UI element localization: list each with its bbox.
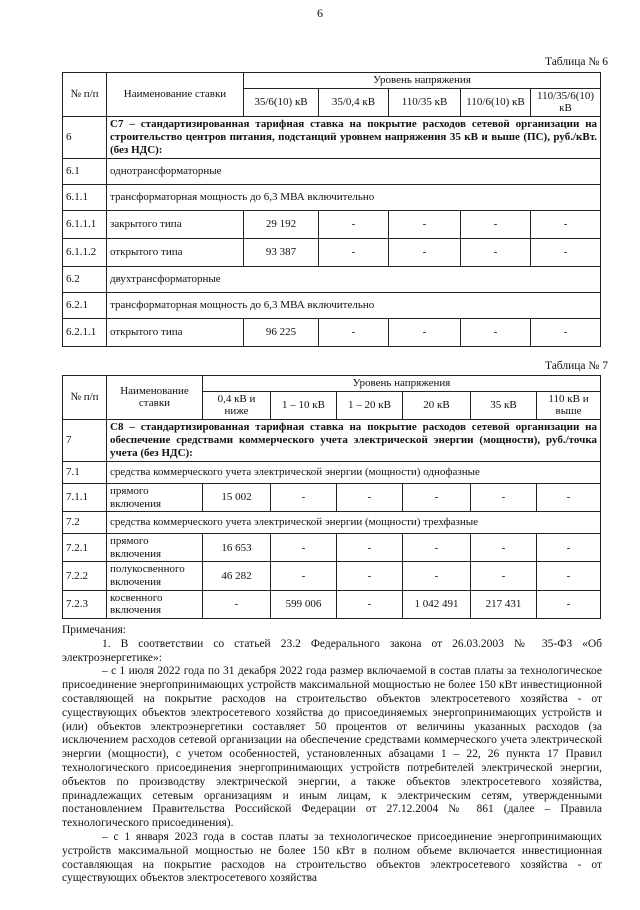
t7-head-level: Уровень напряжения [203, 376, 601, 392]
table-row-label: открытого типа [107, 238, 244, 266]
table-cell: - [537, 483, 601, 511]
t7-col-1: 0,4 кВ и ниже [203, 391, 271, 419]
t6-head-level: Уровень напряжения [244, 73, 601, 89]
table-row-num: 7.1.1 [63, 483, 107, 511]
t7-col-5: 35 кВ [471, 391, 537, 419]
table-cell: 217 431 [471, 590, 537, 618]
table-row-label: прямого включения [107, 534, 203, 562]
notes-paragraph-2: – с 1 июля 2022 года по 31 декабря 2022 года размер включаемой в состав платы за технологическое присоединение энергопринимающих устройств максимальной мощностью не более 150 кВт инвестиционной составляющей на покрытие расходов на строительство объектов электросетевого хозяйства - от существующих объектов электросетевого хозяйства до присоединяемых энергопринимающих устройств и (или) объектов электроэнергетики составляет 50 процентов от величины указанных расходов (за исключением расходов сетевой организации на обеспечение средствами коммерческого учета электрической энергии (мощности), с учетом особенностей, установленных абзацами 1 – 22, 26 пункта 17 Правил технологического присоединения энергопринимающих устройств потребителей электрической энергии, объектов по производству электрической энергии, а также объектов электросетевого хозяйства, принадлежащих сетевым организациям и иным лицам, к электрическим сетям, утвержденными постановлением Правительства Российской Федерации от 27.12.2004 № 861 (далее – Правила технологического присоединения). [62, 665, 602, 830]
table-cell: - [403, 483, 471, 511]
table-cell: - [471, 483, 537, 511]
table6-caption: Таблица № 6 [544, 56, 608, 68]
table-row-label: средства коммерческого учета электрической энергии (мощности) трехфазные [107, 512, 601, 534]
table-cell: 1 042 491 [403, 590, 471, 618]
t6-col-5: 110/35/6(10) кВ [531, 88, 601, 116]
t6-col-3: 110/35 кВ [389, 88, 461, 116]
table-row-label: средства коммерческого учета электрической энергии (мощности) однофазные [107, 461, 601, 483]
table-cell: - [203, 590, 271, 618]
table-cell: - [337, 590, 403, 618]
t6-head-name: Наименование ставки [107, 73, 244, 117]
table-cell: - [461, 318, 531, 346]
table-cell: - [319, 318, 389, 346]
table-row-num: 7.2.2 [63, 562, 107, 590]
table-row-num: 7.2 [63, 512, 107, 534]
table-row-num: 6.1 [63, 158, 107, 184]
table-row-num: 7.1 [63, 461, 107, 483]
table-cell: - [389, 210, 461, 238]
table-row-num: 7.2.1 [63, 534, 107, 562]
table-cell: - [531, 210, 601, 238]
table-cell: - [337, 483, 403, 511]
table-row-label: открытого типа [107, 318, 244, 346]
t6-section-text: С7 – стандартизированная тарифная ставка на покрытие расходов сетевой организации на строительство центров питания, подстанций уровнем напряжения 35 кВ и выше (ПС), руб./кВт. (без НДС): [107, 116, 601, 158]
table-row-num: 7.2.3 [63, 590, 107, 618]
table-cell: - [271, 534, 337, 562]
table-cell: - [389, 318, 461, 346]
table-row-label: закрытого типа [107, 210, 244, 238]
table-cell: - [531, 318, 601, 346]
table-cell: - [337, 562, 403, 590]
table-cell: - [319, 210, 389, 238]
notes-paragraph-3: – с 1 января 2023 года в состав платы за технологическое присоединение энергопринимающих устройств максимальной мощностью не более 150 кВт в полном объеме включается инвестиционная составляющая на покрытие расходов на строительство объектов электросетевого хозяйства - от существующих объектов электросетевого хозяйства [62, 830, 602, 885]
t6-col-1: 35/6(10) кВ [244, 88, 319, 116]
table-cell: - [471, 534, 537, 562]
notes-title: Примечания: [62, 624, 126, 636]
table-row-label: трансформаторная мощность до 6,3 МВА включительно [107, 184, 601, 210]
table-cell: - [537, 534, 601, 562]
table-cell: 46 282 [203, 562, 271, 590]
t7-head-name: Наименование ставки [107, 376, 203, 420]
table7 [62, 375, 601, 619]
t6-col-4: 110/6(10) кВ [461, 88, 531, 116]
table-row-num: 6.2.1.1 [63, 318, 107, 346]
table-cell: - [389, 238, 461, 266]
table-cell: - [337, 534, 403, 562]
table-cell: - [537, 590, 601, 618]
table6 [62, 72, 601, 347]
t7-col-6: 110 кВ и выше [537, 391, 601, 419]
table7-caption: Таблица № 7 [544, 360, 608, 372]
table-cell: - [319, 238, 389, 266]
t7-section-text: С8 – стандартизированная тарифная ставка на покрытие расходов сетевой организации на обеспечение средствами коммерческого учета электрической энергии (мощности), руб./точка учета (без НДС): [107, 419, 601, 461]
t7-col-3: 1 – 20 кВ [337, 391, 403, 419]
table-cell: - [271, 483, 337, 511]
table-cell: - [537, 562, 601, 590]
table-row-num: 6.2.1 [63, 292, 107, 318]
table-cell: - [403, 562, 471, 590]
t7-section-num: 7 [63, 419, 107, 461]
table-row-label: косвенного включения [107, 590, 203, 618]
table-cell: - [271, 562, 337, 590]
table-cell: 16 653 [203, 534, 271, 562]
table-cell: - [471, 562, 537, 590]
table-row-label: двухтрансформаторные [107, 266, 601, 292]
table-row-num: 6.1.1.1 [63, 210, 107, 238]
table-row-num: 6.1.1 [63, 184, 107, 210]
t7-col-2: 1 – 10 кВ [271, 391, 337, 419]
table-row-label: однотрансформаторные [107, 158, 601, 184]
notes-section [62, 624, 602, 886]
t6-col-2: 35/0,4 кВ [319, 88, 389, 116]
table-cell: - [403, 534, 471, 562]
table-cell: 15 002 [203, 483, 271, 511]
page-number: 6 [317, 6, 323, 20]
t7-head-num: № п/п [63, 376, 107, 420]
table-cell: - [531, 238, 601, 266]
table-cell: - [461, 238, 531, 266]
table-row-label: полукосвенного включения [107, 562, 203, 590]
table-row-label: трансформаторная мощность до 6,3 МВА включительно [107, 292, 601, 318]
table-row-label: прямого включения [107, 483, 203, 511]
table-row-num: 6.2 [63, 266, 107, 292]
t6-head-num: № п/п [63, 73, 107, 117]
t6-section-num: 6 [63, 116, 107, 158]
table-cell: 96 225 [244, 318, 319, 346]
table-cell: 599 006 [271, 590, 337, 618]
table-row-num: 6.1.1.2 [63, 238, 107, 266]
t7-col-4: 20 кВ [403, 391, 471, 419]
table-cell: 93 387 [244, 238, 319, 266]
notes-paragraph-1: 1. В соответствии со статьей 23.2 Федерального закона от 26.03.2003 № 35-ФЗ «Об электроэнергетике»: [62, 637, 602, 664]
table-cell: 29 192 [244, 210, 319, 238]
table-cell: - [461, 210, 531, 238]
